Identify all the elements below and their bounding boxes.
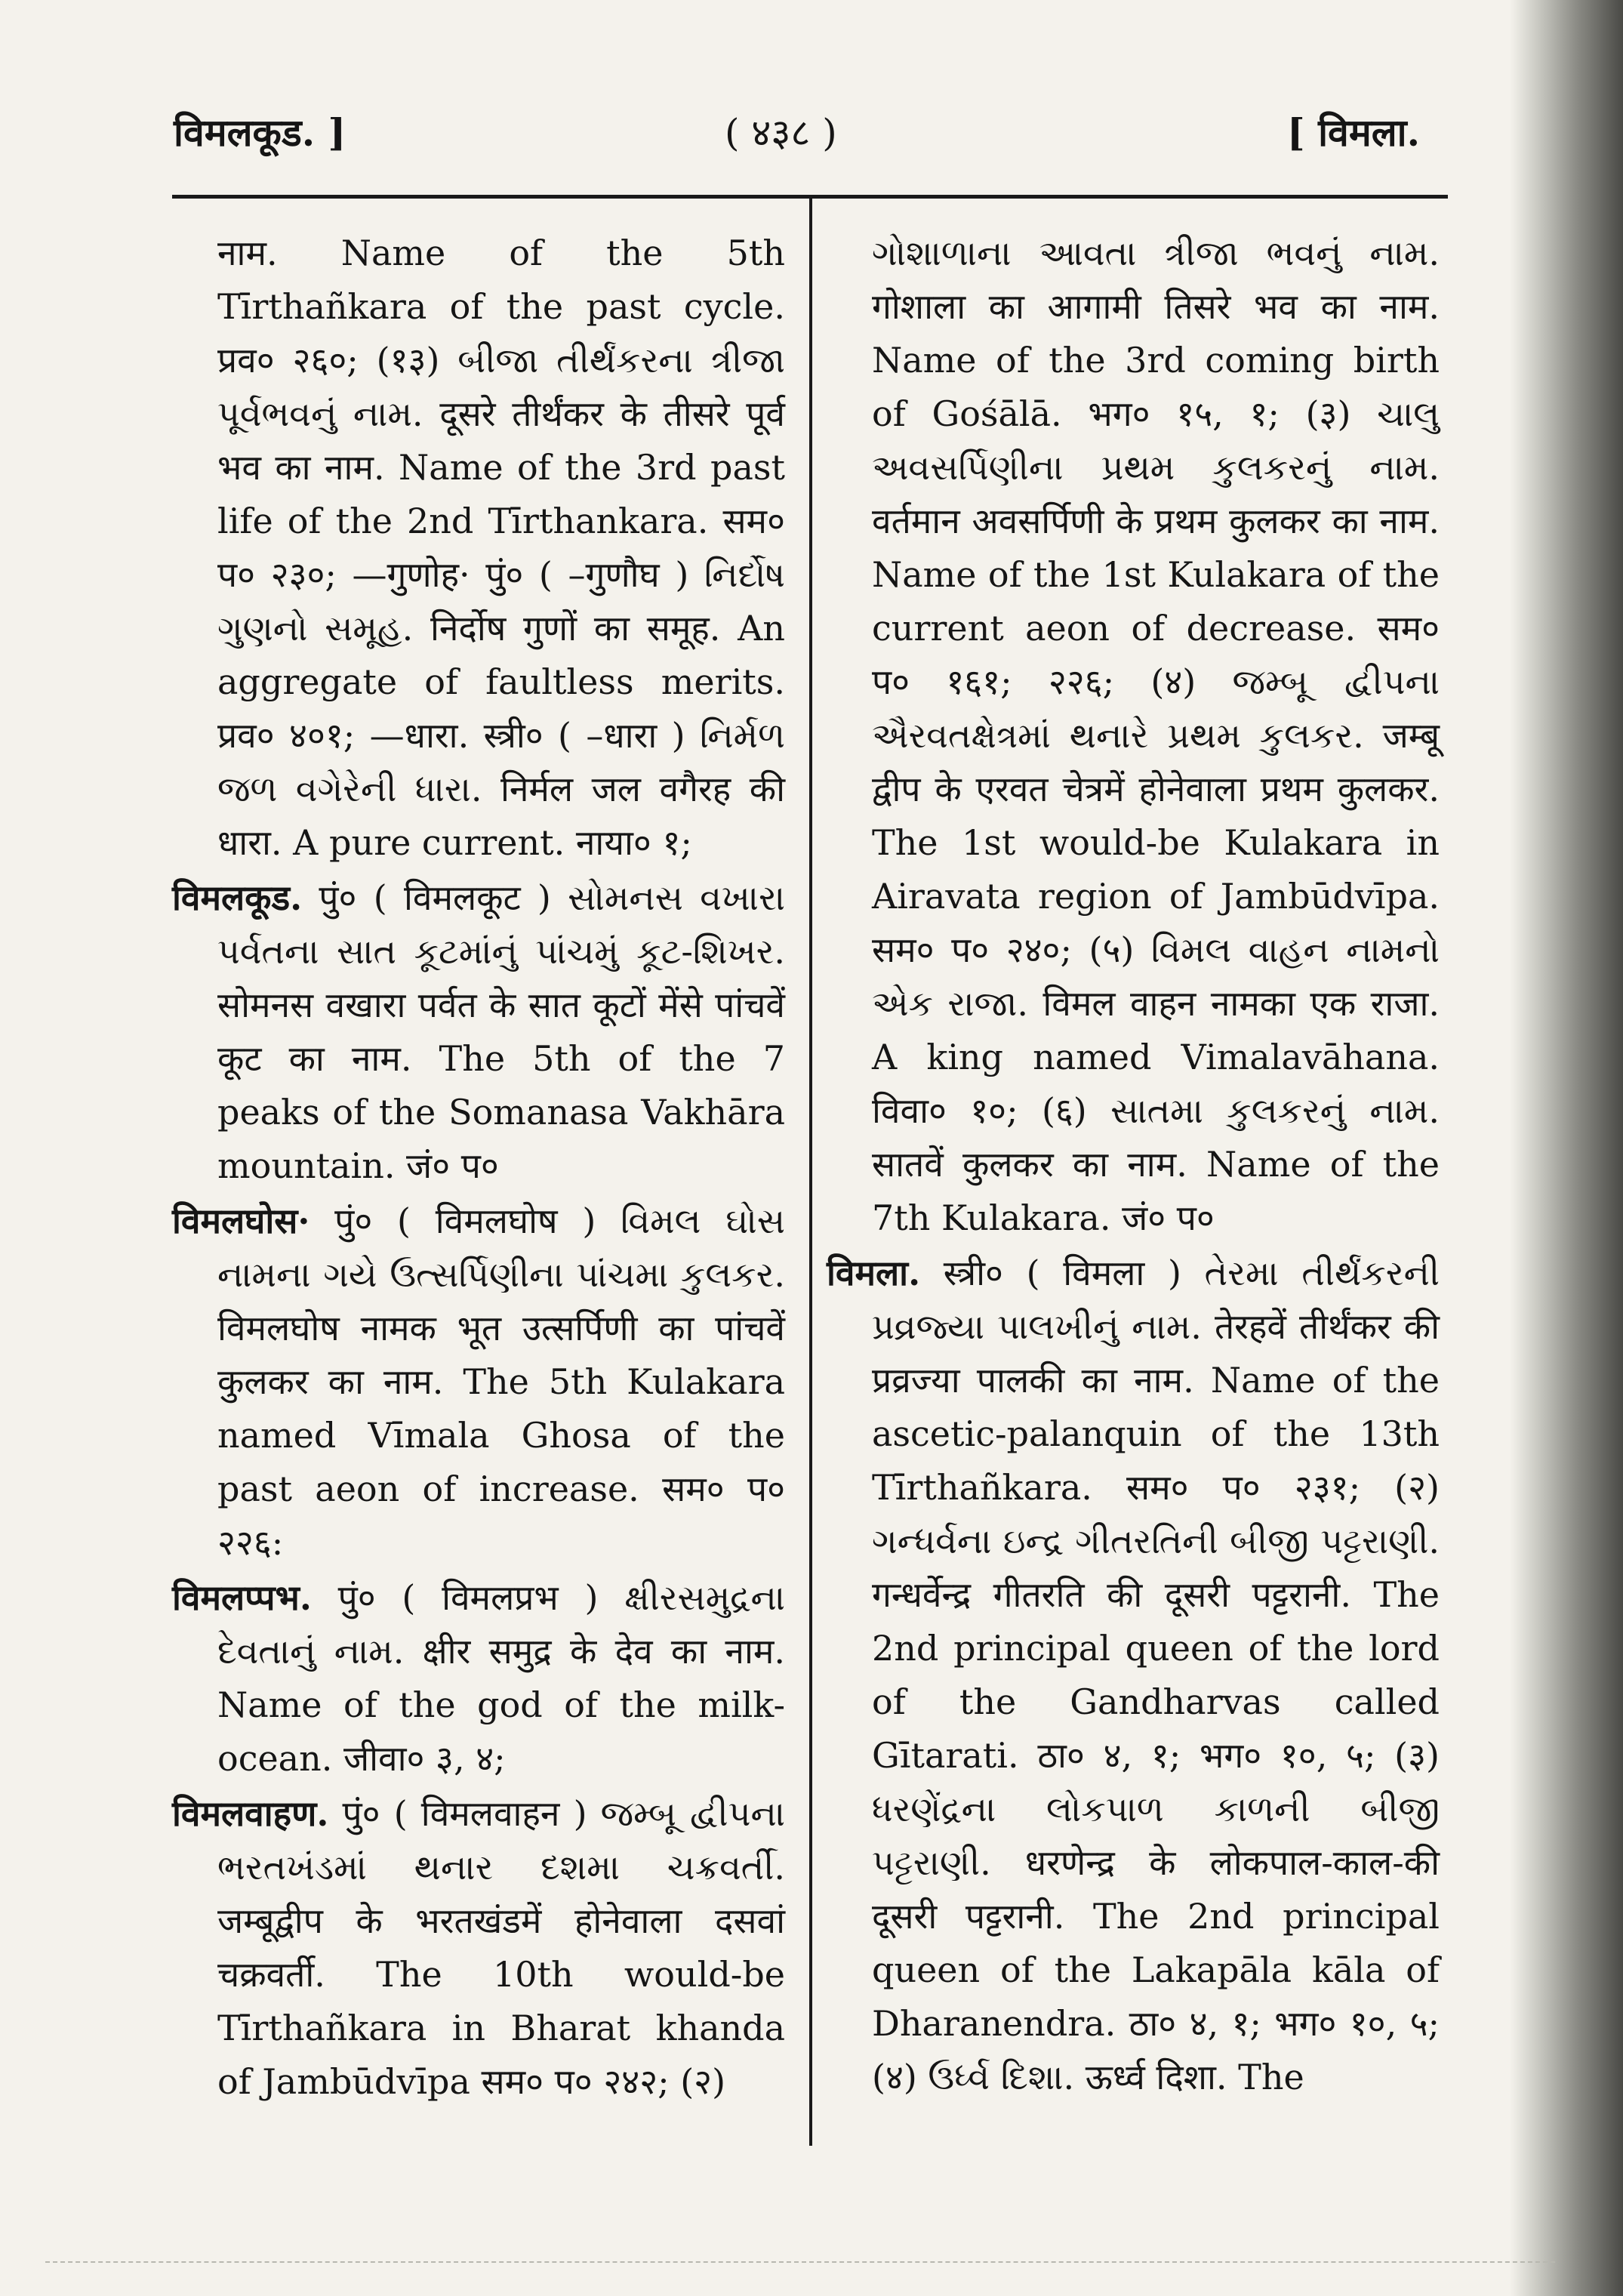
page-number: ( ४३८ ) — [725, 111, 837, 155]
bottom-edge-dashes — [45, 2261, 1555, 2264]
entry-continuation — [172, 227, 785, 870]
entry-text: स्त्री० ( विमला ) તેરમા તીર્થંકરની પ્રવ્રજ્યા પાલખીનું નામ. तेरहवें तीर्थंकर की प्रव्रज्या पालकी का नाम. Name of the ascetic-palanquin of the 13th Tīrthañkara. सम० प० २३१; (२) ગન્ધર્વના ઇન્દ્ર ગીતરતિની બીજી પટ્ટરાણી. गन्धर्वेन्द्र गीतरति की दूसरी पट्टरानी. The 2nd principal queen of the lord of the Gandharvas called Gītarati. ठा० ४, १; भग० १०, ५; (३) ધરણેંદ્રના લોકપાળ કાળની બીજી પટ્ટરાણી. धरणेन्द्र के लोकपाल-काल-की दूसरी पट्टरानी. The 2nd principal queen of the Lakapāla kāla of Dharanendra. ठा० ४, १; भग० १०, ५; (४) ઉર્ધ્વ દિશા. ऊर्ध्व दिशा. The — [872, 1253, 1440, 2097]
book-spine-shadow — [1510, 0, 1623, 2296]
entry-text: पुं० ( विमलवाहन ) જમ્બૂ દ્વીપના ભરતખંડમાં થનાર દશમા ચક્રવર્તી. जम्बूद्वीप के भरतखंडमें होनेवाला दसवां चक्रवर्ती. The 10th would-be Tīrthañkara in Bharat khanda of Jambūdvīpa सम० प० २४२; (२) — [217, 1793, 785, 2102]
entry-text: नाम. Name of the 5th Tīrthañkara of the past cycle. प्रव० २६०; (१३) બીજા તીર્થંકરના ત્રીજા પૂર્વભવનું નામ. दूसरे तीर्थंकर के तीसरे पूर्व भव का नाम. Name of the 3rd past life of the 2nd Tīrthankara. सम० प० २३०; —गुणोह· पुं० ( –गुणौघ ) નિર્દોષ ગુણનો સમૂહ. निर्दोष गुणों का समूह. An aggregate of faultless merits. प्रव० ४०१; —धारा. स्त्री० ( –धारा ) નિર્મળ જળ વગેરેની ધારા. निर्मल जल वगैरह की धारा. A pure current. नाया० १; — [217, 233, 785, 863]
running-head-right: [ विमला. — [1287, 110, 1420, 155]
entry-text: पुं० ( विमलकूट ) સોમનસ વખારા પર્વતના સાત કૂટમાંનું પાંચમું કૂટ-શિખર. सोमनस वखारा पर्वत के सात कूटों मेंसे पांचवें कूट का नाम. The 5th of the 7 peaks of the Somanasa Vakhāra mountain. जं० प० — [217, 877, 785, 1186]
entry-text: पुं० ( विमलघोष ) વિમલ ઘોસ નામના ગયે ઉત્સર્પિણીના પાંચમા કુલકર. विमलघोष नामक भूत उत्सर्पिणी का पांचवें कुलकर का नाम. The 5th Kulakara named Vīmala Ghosa of the past aeon of increase. सम० प० २२६: — [217, 1200, 785, 1563]
entry-vimalaghosa — [172, 1194, 785, 1570]
headword: विमलघोस· — [172, 1200, 310, 1241]
headword: विमलवाहण. — [172, 1793, 329, 1834]
headword: विमलकूड. — [172, 877, 303, 918]
entry-text: पुं० ( विमलप्रभ ) ક્ષીરસમુદ્રના દેવતાનું નામ. क्षीर समुद्र के देव का नाम. Name of the god of the milk-ocean. जीवा० ३, ४; — [217, 1577, 785, 1779]
entry-continuation — [827, 227, 1440, 1245]
right-column — [827, 227, 1440, 2106]
entry-text: ગોશાળાના આવતા ત્રીજા ભવનું નામ. गोशाला का आगामी तिसरे भव का नाम. Name of the 3rd coming birth of Gośālā. भग० १५, १; (३) ચાલુ અવસર્પિણીના પ્રથમ કુલકરનું નામ. वर्तमान अवसर्पिणी के प्रथम कुलकर का नाम. Name of the 1st Kulakara of the current aeon of decrease. सम० प० १६१; २२६; (४) જમ્બૂ દ્વીપના ઐરવતક્ષેત્રમાં થનારે પ્રથમ કુલકર. जम्बू द्वीप के एरवत चेत्रमें होनेवाला प्रथम कुलकर. The 1st would-be Kulakara in Airavata region of Jambūdvīpa. सम० प० २४०; (५) વિમલ વાહન નામનો એક રાજા. विमल वाहन नामका एक राजा. A king named Vimalavāhana. विवा० १०; (६) સાતમા કુલકરનું નામ. सातवें कुलकर का नाम. Name of the 7th Kulakara. जं० प० — [872, 233, 1440, 1238]
column-divider — [809, 198, 812, 2146]
entry-vimala — [827, 1247, 1440, 2104]
entry-vimalavahana — [172, 1787, 785, 2109]
headword: विमला. — [827, 1253, 921, 1293]
running-head-left: विमलकूड. ] — [174, 110, 346, 155]
headword: विमलप्पभ. — [172, 1577, 312, 1618]
entry-vimalappabha — [172, 1571, 785, 1786]
entry-vimalakuda — [172, 871, 785, 1193]
left-column — [172, 227, 785, 2110]
